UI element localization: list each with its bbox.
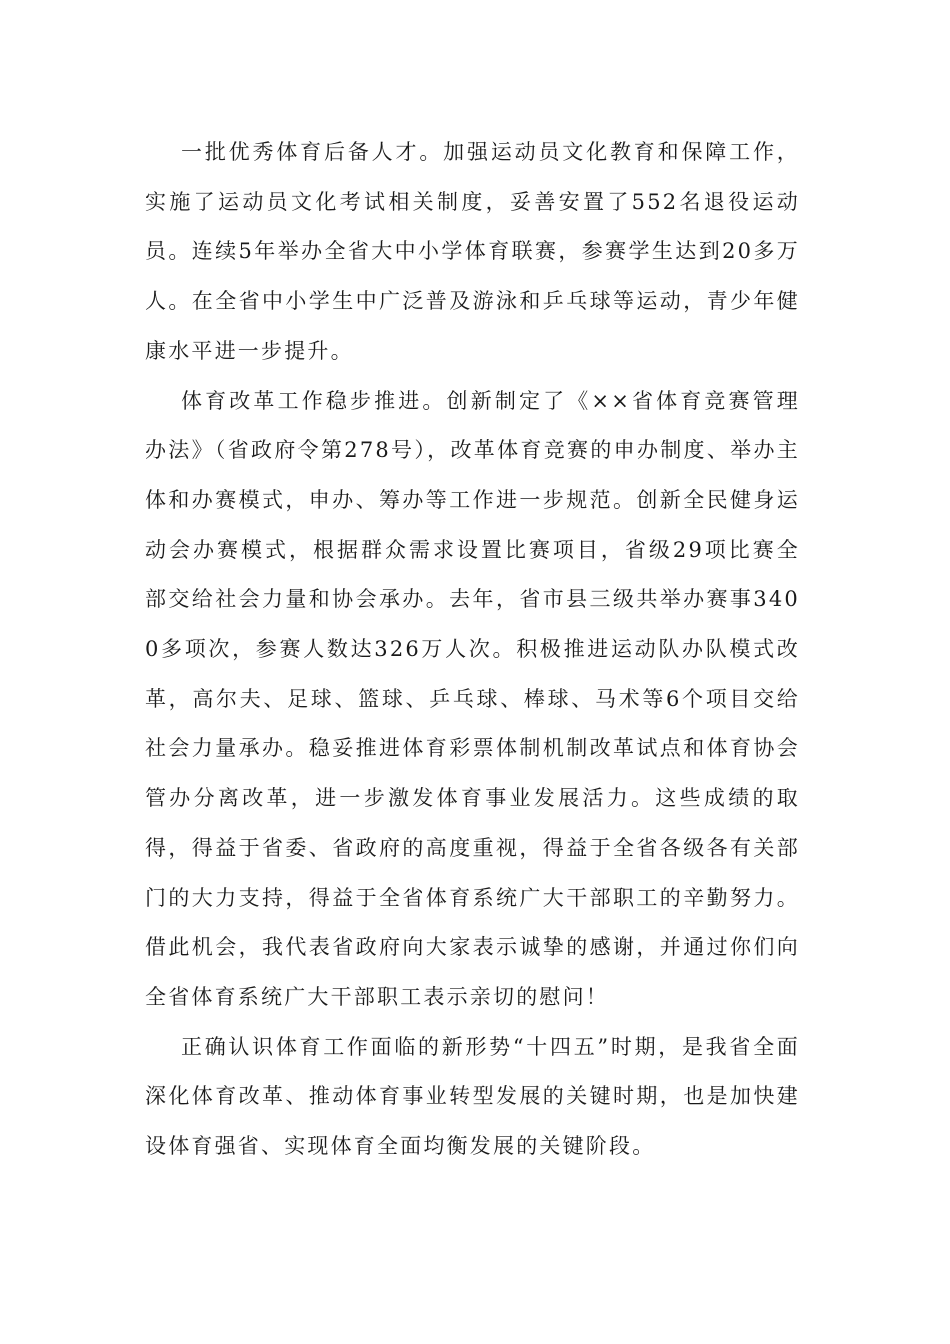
paragraph-sports-reform: 体育改革工作稳步推进。创新制定了《××省体育竞赛管理办法》（省政府令第278号），改革体育竞赛的申办制度、举办主体和办赛模式，申办、筹办等工作进一步规范。创新全民健身运动会办赛模式，根据群众需求设置比赛项目，省级29项比赛全部交给社会力量和协会承办。去年，省市县三级共举办赛事3400多项次，参赛人数达326万人次。积极推进运动队办队模式改革，高尔夫、足球、篮球、乒乓球、棒球、马术等6个项目交给社会力量承办。稳妥推进体育彩票体制机制改革试点和体育协会管办分离改革，进一步激发体育事业发展活力。这些成绩的取得，得益于省委、省政府的高度重视，得益于全省各级各有关部门的大力支持，得益于全省体育系统广大干部职工的辛勤努力。借此机会，我代表省政府向大家表示诚挚的感谢，并通过你们向全省体育系统广大干部职工表示亲切的慰问！ (145, 388, 800, 1009)
paragraph-talent-training: 一批优秀体育后备人才。加强运动员文化教育和保障工作，实施了运动员文化考试相关制度，妥善安置了552名退役运动员。连续5年举办全省大中小学体育联赛，参赛学生达到20多万人。在全省中小学生中广泛普及游泳和乒乓球等运动，青少年健康水平进一步提升。 (145, 140, 800, 363)
paragraph-new-situation: 正确认识体育工作面临的新形势“十四五”时期，是我省全面深化体育改革、推动体育事业转型发展的关键时期，也是加快建设体育强省、实现体育全面均衡发展的关键阶段。 (145, 1034, 800, 1159)
document-body (145, 128, 800, 1172)
